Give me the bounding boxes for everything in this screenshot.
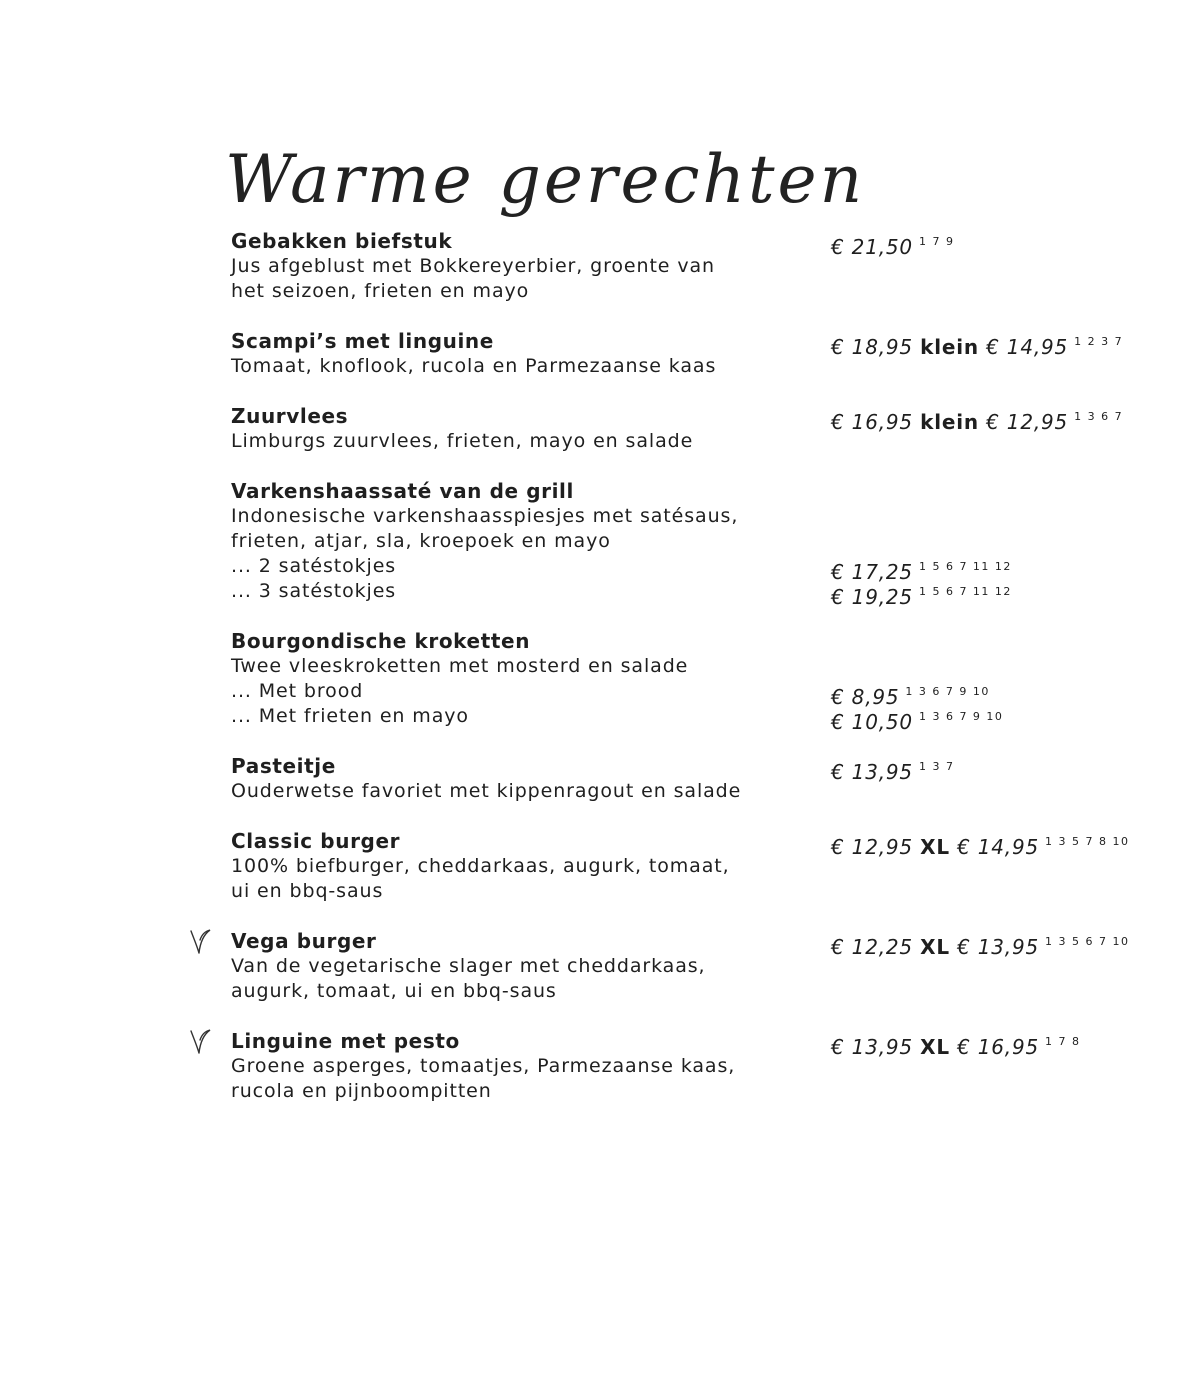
price-value: € 13,95	[831, 1035, 913, 1059]
dish-name: Classic burger	[231, 829, 401, 853]
dish-description: Jus afgeblust met Bokkereyerbier, groente van	[231, 255, 715, 277]
dish-description: ui en bbq-saus	[231, 880, 384, 902]
menu-item	[231, 404, 1131, 454]
dish-option: ... Met brood	[231, 680, 364, 702]
dish-description: Ouderwetse favoriet met kippenragout en salade	[231, 780, 742, 802]
dish-description: het seizoen, frieten en mayo	[231, 280, 530, 302]
dish-description: Limburgs zuurvlees, frieten, mayo en salade	[231, 430, 694, 452]
dish-name: Linguine met pesto	[231, 1029, 460, 1053]
price-value-alt: € 16,95	[957, 1035, 1040, 1059]
price-value-alt: € 14,95	[957, 835, 1040, 859]
size-label: XL	[920, 835, 950, 859]
dish-option: ... 3 satéstokjes	[231, 580, 397, 602]
allergen-codes: 1 3 7	[918, 760, 955, 773]
price-value: € 12,25	[831, 935, 913, 959]
dish-description: augurk, tomaat, ui en bbq-saus	[231, 980, 557, 1002]
dish-description: frieten, atjar, sla, kroepoek en mayo	[231, 530, 611, 552]
dish-description: rucola en pijnboompitten	[231, 1080, 492, 1102]
allergen-codes: 1 3 6 7 9 10	[918, 710, 1004, 723]
price-value: € 12,95	[831, 835, 913, 859]
dish-name: Zuurvlees	[231, 404, 349, 428]
dish-description: Van de vegetarische slager met cheddarkaas,	[231, 955, 706, 977]
dish-option: ... 2 satéstokjes	[231, 555, 397, 577]
page-title: Warme gerechten	[225, 141, 866, 218]
price-value-alt: € 12,95	[986, 410, 1069, 434]
dish-description: Indonesische varkenshaasspiesjes met satésaus,	[231, 505, 739, 527]
price-value: € 17,25	[831, 560, 913, 584]
price-value: € 13,95	[831, 760, 913, 784]
dish-name: Varkenshaassaté van de grill	[231, 479, 574, 503]
allergen-codes: 1 7 8	[1045, 1035, 1081, 1048]
dish-name: Scampi’s met linguine	[231, 329, 494, 353]
allergen-codes: 1 3 6 7 9 10	[905, 685, 990, 698]
size-label: XL	[920, 1035, 950, 1059]
menu-item	[231, 329, 1131, 379]
dish-description: Groene asperges, tomaatjes, Parmezaanse kaas,	[231, 1055, 736, 1077]
size-label: klein	[920, 335, 979, 359]
price-value: € 16,95	[831, 410, 913, 434]
option-price	[831, 704, 1003, 735]
price-value: € 10,50	[831, 710, 913, 734]
leaf-icon	[187, 1027, 213, 1055]
menu-item	[231, 829, 1131, 904]
dish-price	[831, 1029, 1081, 1060]
allergen-codes: 1 3 6 7	[1074, 410, 1124, 423]
menu-item	[231, 629, 1131, 734]
dish-price	[831, 929, 1130, 960]
dish-price	[831, 754, 954, 785]
price-value: € 19,25	[831, 585, 913, 609]
dish-price	[831, 404, 1123, 435]
size-label: XL	[920, 935, 950, 959]
dish-description: 100% biefburger, cheddarkaas, augurk, tomaat,	[231, 855, 730, 877]
menu-item	[231, 929, 1131, 1004]
dish-name: Pasteitje	[231, 754, 336, 778]
dish-price	[831, 329, 1123, 360]
leaf-icon	[187, 927, 213, 955]
menu-item	[231, 1029, 1131, 1104]
allergen-codes: 1 7 9	[918, 235, 955, 248]
menu-item	[231, 229, 1131, 304]
menu-item	[231, 754, 1131, 804]
dish-name: Vega burger	[231, 929, 377, 953]
allergen-codes: 1 2 3 7	[1074, 335, 1124, 348]
price-value: € 21,50	[831, 235, 913, 259]
dish-description: Tomaat, knoflook, rucola en Parmezaanse kaas	[231, 355, 717, 377]
option-price	[831, 579, 1012, 610]
size-label: klein	[920, 410, 979, 434]
price-value-alt: € 14,95	[986, 335, 1069, 359]
allergen-codes: 1 3 5 6 7 10	[1045, 935, 1130, 948]
allergen-codes: 1 5 6 7 11 12	[918, 560, 1012, 573]
dish-name: Gebakken biefstuk	[231, 229, 453, 253]
price-value: € 18,95	[831, 335, 913, 359]
allergen-codes: 1 5 6 7 11 12	[918, 585, 1012, 598]
dish-option: ... Met frieten en mayo	[231, 705, 469, 727]
price-value-alt: € 13,95	[957, 935, 1040, 959]
price-value: € 8,95	[831, 685, 900, 709]
dish-description: Twee vleeskroketten met mosterd en salade	[231, 655, 689, 677]
allergen-codes: 1 3 5 7 8 10	[1045, 835, 1130, 848]
dish-name: Bourgondische kroketten	[231, 629, 531, 653]
dish-price	[831, 229, 954, 260]
dish-price	[831, 829, 1130, 860]
menu-item	[231, 479, 1131, 609]
